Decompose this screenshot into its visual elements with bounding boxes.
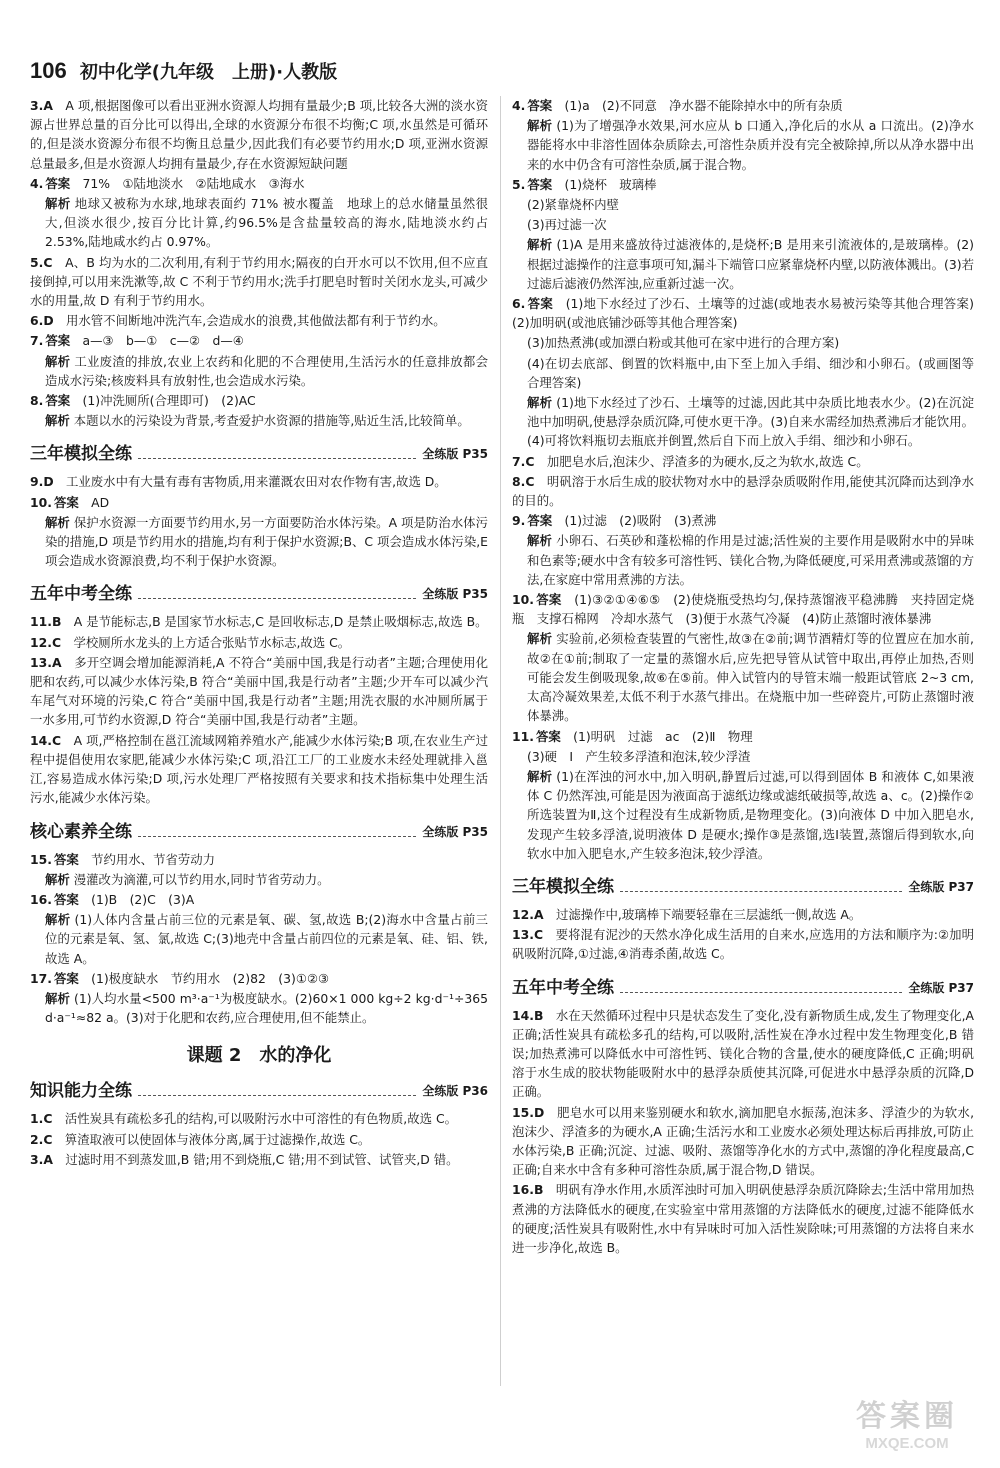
answer-item	[30, 331, 488, 350]
answer-item	[512, 590, 974, 628]
answer-item	[30, 253, 488, 311]
spacer	[61, 635, 73, 650]
spacer	[79, 852, 91, 867]
spacer	[552, 513, 564, 528]
answer-text: 水在天然循环过程中只是状态发生了变化,没有新物质生成,发生了物理变化,A 正确;活性炭具有疏松多孔的结构,可以吸附,活性炭在净水过程中发生物理变化,B 错误;加热煮沸可以降低水中可溶性钙、镁化合物的含量,使水的硬度降低,C 正确;明矾溶于水生成的胶状物能吸附水中的悬浮杂质使其沉降,可促进水中悬浮杂质的沉降,D 正确。	[512, 1007, 974, 1100]
question-number: 1.C	[30, 1111, 53, 1127]
answer-text: 加肥皂水后,泡沫少、浮渣多的为硬水,反之为软水,故选 C。	[546, 453, 869, 469]
answer-item	[30, 493, 488, 512]
analysis-text	[30, 352, 488, 390]
question-number: 4.	[30, 175, 44, 191]
spacer	[79, 971, 91, 986]
spacer	[53, 1152, 65, 1167]
question-number: 8.	[30, 393, 44, 409]
section-header-wunian	[30, 578, 488, 604]
answer-label: 答案	[53, 851, 79, 867]
answer-text: (1)明矾 过滤 ac (2)Ⅱ 物理	[573, 728, 753, 744]
answer-text: (1)过滤 (2)吸附 (3)煮沸	[564, 513, 717, 529]
answer-text: 节约用水、节省劳动力	[91, 851, 216, 867]
question-number: 11.	[512, 728, 534, 744]
answer-label: 答案	[53, 891, 79, 907]
spacer	[70, 176, 82, 191]
question-number: 12.C	[30, 634, 62, 650]
spacer	[52, 255, 65, 270]
analysis-text	[512, 767, 974, 863]
answer-item	[512, 727, 974, 746]
question-number: 7.C	[512, 453, 535, 469]
analysis-body: (1)地下水经过了沙石、土壤等的过滤,因此其中杂质比地表水少。(2)在沉淀池中加明矾,使悬浮杂质沉降,可使水更干净。(3)自来水需经加热煮沸后才能饮用。(4)可将饮料瓶切去瓶底并倒置,然后自下而上放入手绢、细沙和小卵石。	[527, 395, 975, 449]
analysis-text	[512, 393, 974, 451]
question-number: 10.	[512, 592, 534, 608]
analysis-label: 解析	[45, 871, 70, 887]
spacer	[79, 495, 91, 510]
spacer	[61, 614, 73, 629]
analysis-text	[512, 116, 974, 174]
answer-item	[30, 472, 488, 491]
question-number: 5.C	[30, 254, 53, 270]
analysis-body: 地球又被称为水球,地球表面约 71% 被水覆盖 地球上的总水储量虽然很大,但淡水很少,按百分比计算,约96.5%是含盐量较高的海水,陆地淡水约占 2.53%,陆地咸水约占 0.97%。	[45, 196, 489, 250]
answer-label: 答案	[527, 98, 553, 113]
spacer	[552, 98, 564, 113]
answer-item	[30, 969, 488, 988]
section-header-sannian	[30, 438, 488, 464]
answer-text: 箅渣取液可以使固体与液体分离,属于过滤操作,故选 C。	[64, 1131, 371, 1147]
left-column	[30, 96, 488, 1170]
analysis-body: 实验前,必须检查装置的气密性,故③在②前;调节酒精灯等的位置应在加水前,故②在①前;制取了一定量的蒸馏水后,应先把导管从试管中取出,再停止加热,否则可能会发生倒吸现象,故⑥在⑤前。伸入试管内的导管末端一般距试管底 2~3 cm,太高冷凝效果差,太低不利于水蒸气排出。在烧瓶中加一些碎瓷片,可防止蒸馏时液体暴沸。	[527, 631, 974, 724]
spacer	[561, 729, 573, 744]
section-rule	[138, 598, 416, 599]
page-number: 106	[30, 58, 67, 83]
analysis-label: 解析	[527, 395, 553, 411]
lesson-title: 课题 2 水的净化	[186, 1045, 332, 1067]
answer-subline: (4)在切去底部、倒置的饮料瓶中,由下至上加入手绢、细沙和小卵石。(或画图等合理答案)	[527, 355, 974, 390]
spacer	[543, 1182, 555, 1197]
question-number: 15.	[30, 851, 52, 867]
answer-text: (1)极度缺水 节约用水 (2)82 (3)①②③	[91, 970, 330, 986]
answer-text: a—③ b—① c—② d—④	[82, 333, 244, 349]
answer-item	[512, 96, 974, 115]
spacer	[61, 733, 74, 748]
analysis-label: 解析	[527, 768, 553, 784]
answer-label: 答案	[53, 970, 79, 986]
question-number: 15.D	[512, 1104, 545, 1120]
section-rule	[138, 1095, 416, 1096]
question-number: 11.B	[30, 614, 62, 630]
answer-label: 答案	[45, 393, 71, 409]
spacer	[534, 474, 547, 489]
analysis-body: (1)人体内含量占前三位的元素是氧、碳、氢,故选 B;(2)海水中含量占前三位的元素是氧、氢、氯,故选 C;(3)地壳中含量占前四位的元素是氧、硅、铝、铁,故选 A。	[45, 912, 489, 966]
question-number: 3.A	[30, 1151, 53, 1167]
section-header-wunian	[512, 972, 974, 998]
answer-block	[30, 1109, 488, 1169]
spacer	[543, 1008, 555, 1023]
answer-subline: (2)紧靠烧杯内壁	[527, 197, 619, 213]
answer-item	[30, 96, 488, 173]
analysis-body: 小卵石、石英砂和蓬松棉的作用是过滤;活性炭的主要作用是吸附水中的异味和色素等;硬水中含有较多可溶性钙、镁化合物,为降低硬度,可采用煮沸或蒸馏的方法,在家庭中常用煮沸的方法。	[527, 533, 974, 587]
answer-text: 71% ①陆地淡水 ②陆地咸水 ③海水	[82, 175, 305, 191]
analysis-body: (1)在浑浊的河水中,加入明矾,静置后过滤,可以得到固体 B 和液体 C,如果液体 C 仍然浑浊,可能是因为液面高于滤纸边缘或滤纸破损等,故选 a、c。(2)操作②所选装置为Ⅱ,这个过程没有生成新物质,是物理变化。(3)向液体 D 中加入肥皂水,发现产生较多浮渣,说明液体 D 是硬水;操作③是蒸馏,选Ⅰ装置,蒸馏后得到软水,向软水中加入肥皂水,产生较多泡沫,较少浮渣。	[527, 768, 975, 861]
answer-item	[30, 1109, 488, 1128]
answer-item	[512, 452, 974, 471]
analysis-label: 解析	[45, 413, 70, 429]
answer-item	[30, 311, 488, 330]
spacer	[62, 655, 75, 670]
answer-text: 活性炭具有疏松多孔的结构,可以吸附污水中可溶性的有色物质,故选 C。	[64, 1111, 457, 1127]
section-header-zhishi	[30, 1075, 488, 1101]
watermark-logo-text: 答案圈	[856, 1398, 958, 1434]
question-number: 16.B	[512, 1182, 544, 1198]
analysis-label: 解析	[45, 912, 71, 928]
column-divider	[500, 96, 501, 1386]
answer-item	[30, 850, 488, 869]
answer-text: A 是节能标志,B 是国家节水标志,C 是回收标志,D 是禁止吸烟标志,故选 B。	[73, 614, 488, 630]
section-title: 五年中考全练	[30, 584, 132, 605]
answer-text: AD	[91, 494, 110, 510]
spacer	[52, 1111, 64, 1126]
section-rule	[620, 891, 902, 892]
answer-item	[512, 294, 987, 332]
analysis-label: 解析	[45, 514, 70, 530]
answer-item	[30, 890, 488, 909]
analysis-body: 漫灌改为滴灌,可以节约用水,同时节省劳动力。	[73, 871, 330, 887]
section-rule	[620, 992, 902, 993]
analysis-text	[30, 989, 488, 1027]
question-number: 3.A	[30, 98, 53, 113]
answer-item	[512, 905, 974, 924]
analysis-body: 工业废渣的排放,农业上农药和化肥的不合理使用,生活污水的任意排放都会造成水污染;核废料具有放射性,也会造成水污染。	[45, 353, 488, 388]
answer-item	[30, 612, 488, 631]
section-rule	[138, 458, 416, 459]
answer-item	[512, 1006, 974, 1102]
question-number: 14.B	[512, 1007, 544, 1023]
question-number: 7.	[30, 333, 44, 349]
analysis-text	[30, 411, 488, 430]
answer-text: 要将混有泥沙的天然水净化成生活用的自来水,应选用的方法和顺序为:②加明矾吸附沉降,①过滤,④消毒杀菌,故选 C。	[512, 927, 975, 962]
answer-text: A、B 均为水的二次利用,有利于节约用水;隔夜的白开水可以不饮用,但不应直接倒掉,可以用来洗漱等,故 C 不利于节约用水;洗手打肥皂时暂时关闭水龙头,可减少水的用量,故 D 有利于节约用水。	[30, 254, 489, 309]
answer-text: (1)a (2)不同意 净水器不能除掉水中的所有杂质	[564, 98, 843, 113]
section-ref: 全练版 P35	[422, 824, 488, 839]
answer-text: 过滤时用不到蒸发皿,B 错;用不到烧瓶,C 错;用不到试管、试管夹,D 错。	[65, 1151, 459, 1167]
answer-text: A 项,严格控制在邕江流域网箱养殖水产,能减少水体污染;B 项,在农业生产过程中提倡使用农家肥,能减少水体污染;C 项,沿江工厂的工业废水未经处理就排入邕江,容易造成水体污染;D 项,污水处理厂严格按照有关要求和技术指标集中处理生活污水,能减少水体污染。	[30, 732, 488, 806]
analysis-body: (1)A 是用来盛放待过滤液体的,是烧杯;B 是用来引流液体的,是玻璃棒。(2)根据过滤操作的注意事项可知,漏斗下端管口应紧靠烧杯内壁,以防液体溅出。(3)若过滤后滤液仍然浑浊,应重新过滤一次。	[527, 237, 975, 291]
answer-text: 明矾溶于水后生成的胶状物对水中的悬浮杂质吸附作用,能使其沉降而达到净水的目的。	[512, 473, 974, 509]
answer-item	[512, 472, 974, 510]
question-number: 13.C	[512, 927, 544, 943]
answer-subline: (3)加热煮沸(或加漂白粉或其他可在家中进行的合理方案)	[527, 335, 840, 351]
analysis-body: (1)人均水量<500 m³·a⁻¹为极度缺水。(2)60×1 000 kg÷2 kg·d⁻¹÷365 d·a⁻¹≈82 a。(3)对于化肥和农药,应合理使用,但不能禁止。	[45, 990, 488, 1026]
spacer	[552, 177, 564, 192]
spacer	[54, 474, 66, 489]
analysis-label: 解析	[45, 353, 71, 369]
section-rule	[138, 836, 416, 837]
section-title: 三年模拟全练	[30, 444, 132, 465]
spacer	[79, 892, 91, 907]
question-number: 12.A	[512, 906, 544, 922]
answer-block	[30, 472, 488, 570]
answer-text: (1)B (2)C (3)A	[91, 891, 195, 907]
analysis-text	[512, 629, 974, 725]
analysis-body: (1)为了增强净水效果,河水应从 b 口通入,净化后的水从 a 口流出。(2)净水器能将水中非溶性固体杂质除去,可溶性杂质并没有完全被除掉,所以从净水器中出来的水中仍含有可溶性杂质,属于混合物。	[527, 118, 974, 172]
spacer	[70, 393, 82, 408]
analysis-text	[30, 910, 488, 968]
section-title: 知识能力全练	[30, 1081, 132, 1102]
answer-text: 明矾有净水作用,水质浑浊时可加入明矾使悬浮杂质沉降除去;生活中常用加热煮沸的方法降低水的硬度,在实验室中常用蒸馏的方法降低水的硬度,过滤不能降低水的硬度;活性炭具有吸附性,水中有异味时可加入活性炭除味;可用蒸馏的方法将自来水进一步净化,故选 B。	[512, 1182, 974, 1255]
analysis-label: 解析	[527, 237, 553, 253]
section-title: 五年中考全练	[512, 977, 614, 998]
analysis-text	[30, 513, 488, 571]
question-number: 14.C	[30, 732, 62, 748]
section-ref: 全练版 P35	[422, 587, 488, 602]
watermark-logo	[832, 1386, 982, 1456]
answer-block	[30, 96, 488, 430]
question-number: 5.	[512, 176, 526, 192]
answer-label: 答案	[527, 176, 553, 192]
spacer	[70, 333, 82, 348]
question-number: 10.	[30, 494, 52, 510]
analysis-text	[512, 235, 974, 293]
answer-label: 答案	[53, 494, 79, 510]
right-column	[512, 96, 987, 1258]
question-number: 17.	[30, 970, 52, 986]
answer-text: (1)地下水经过了沙石、土壤等的过滤(或地表水易被污染等其他合理答案) (2)加明矾(或池底铺沙砾等其他合理答案)	[512, 296, 987, 331]
analysis-label: 解析	[527, 533, 553, 549]
page-header	[30, 58, 337, 82]
analysis-label: 解析	[527, 631, 553, 647]
section-header-sannian	[512, 871, 974, 897]
answer-block	[512, 905, 974, 964]
answer-subline: (3)再过滤一次	[527, 217, 607, 233]
answer-item	[30, 1150, 488, 1169]
answer-item	[30, 391, 488, 410]
section-title: 核心素养全练	[30, 821, 132, 842]
answer-item	[30, 633, 488, 652]
analysis-label: 解析	[527, 118, 553, 134]
question-number: 9.	[512, 513, 526, 529]
answer-block	[30, 612, 488, 807]
answer-label: 答案	[45, 333, 71, 349]
section-ref: 全练版 P37	[908, 879, 974, 894]
answer-item	[30, 731, 488, 808]
spacer	[544, 1105, 557, 1120]
question-number: 8.C	[512, 473, 535, 489]
answer-block	[512, 96, 987, 863]
section-header-hexin	[30, 816, 488, 842]
answer-item	[512, 511, 974, 530]
answer-text: 肥皂水可以用来鉴别硬水和软水,滴加肥皂水振荡,泡沫多、浮渣少的为软水,泡沫少、浮渣多的为硬水,A 正确;生活污水和工业废水必须处理达标后再排放,可防止水体污染,B 正确;沉淀、过滤、吸附、蒸馏等净化水的方式中,蒸馏的净化程度最高,C 正确;自来水中含有多种可溶性杂质,属于混合物,D 错误。	[512, 1104, 975, 1178]
question-number: 4.	[512, 98, 526, 113]
analysis-text	[30, 194, 488, 252]
answer-label: 答案	[527, 513, 553, 529]
watermark-url: MXQE.COM	[865, 1434, 949, 1452]
answer-item	[512, 1103, 974, 1180]
answer-label: 答案	[535, 592, 562, 608]
answer-item	[512, 925, 974, 963]
spacer	[562, 592, 575, 607]
spacer	[52, 1132, 64, 1147]
page-title: 初中化学(九年级 上册)·人教版	[79, 62, 338, 83]
answer-text: 多开空调会增加能源消耗,A 不符合“美丽中国,我是行动者”主题;合理使用化肥和农药,可以减少水体污染,B 符合“美丽中国,我是行动者”主题;少开车可以减少汽车尾气对环境的污染,C 符合“美丽中国,我是行动者”主题;用洗衣服的水冲厕所属于一水多用,可节约水资源,D 符合“美丽中国,我是行动者”主题。	[30, 654, 488, 728]
answer-text: 用水管不间断地冲洗汽车,会造成水的浪费,其他做法都有利于节约水。	[66, 313, 446, 329]
answer-item	[30, 174, 488, 193]
analysis-body: 保护水资源一方面要节约用水,另一方面要防治水体污染。A 项是防治水体污染的措施,D 项是节约用水的措施,均有利于保护水资源;B、C 项会造成水体污染,E 项会造成水资源浪费,均不利于保护水资源。	[45, 514, 488, 569]
answer-label: 答案	[535, 728, 561, 744]
answer-label: 答案	[45, 175, 71, 191]
analysis-label: 解析	[45, 990, 70, 1006]
section-ref: 全练版 P36	[422, 1084, 488, 1099]
answer-item	[30, 653, 488, 730]
question-number: 16.	[30, 891, 52, 907]
spacer	[543, 927, 556, 942]
section-ref: 全练版 P37	[908, 980, 974, 995]
answer-text: (1)冲洗厕所(合理即可) (2)AC	[82, 393, 256, 409]
spacer	[54, 313, 66, 328]
answer-text: A 项,根据图像可以看出亚洲水资源人均拥有量最少;B 项,比较各大洲的淡水资源占世界总量的百分比可以得出,全球的水资源分布很不均衡;C 项,水虽然是可循环的,但是淡水资源分布很不均衡且总量少,因此我们有必要节约用水;D 项,亚洲水资源总量最多,但是水资源人均拥有量最少,存在水资源短缺问题	[30, 98, 488, 171]
answer-text: (1)③②①④⑥⑤ (2)使烧瓶受热均匀,保持蒸馏液平稳沸腾 夹持固定烧瓶 支撑石棉网 冷却水蒸气 (3)便于水蒸气冷凝 (4)防止蒸馏时液体暴沸	[512, 592, 974, 627]
answer-label: 答案	[527, 296, 554, 312]
analysis-body: 本题以水的污染设为背景,考查爱护水资源的措施等,贴近生活,比较简单。	[73, 413, 470, 429]
answer-text: 过滤操作中,玻璃棒下端要轻靠在三层滤纸一侧,故选 A。	[555, 906, 862, 922]
question-number: 13.A	[30, 654, 62, 670]
section-ref: 全练版 P35	[422, 447, 488, 462]
section-title: 三年模拟全练	[512, 876, 614, 897]
answer-block	[512, 1006, 974, 1258]
answer-item	[512, 1180, 974, 1257]
answer-item	[512, 175, 974, 194]
spacer	[53, 98, 65, 113]
answer-text: 工业废水中有大量有毒有害物质,用来灌溉农田对农作物有害,故选 D。	[66, 474, 447, 490]
question-number: 6.D	[30, 313, 54, 329]
answer-subline: (3)硬 Ⅰ 产生较多浮渣和泡沫,较少浮渣	[527, 748, 751, 764]
analysis-text	[30, 870, 488, 889]
spacer	[534, 454, 546, 469]
answer-item	[30, 1130, 488, 1149]
question-number: 6.	[512, 296, 526, 312]
spacer	[544, 907, 556, 922]
question-number: 9.D	[30, 474, 54, 490]
answer-block	[30, 850, 488, 1028]
spacer	[553, 296, 566, 311]
answer-text: (1)烧杯 玻璃棒	[564, 176, 657, 192]
analysis-label: 解析	[45, 196, 71, 212]
question-number: 2.C	[30, 1131, 53, 1147]
analysis-text	[512, 531, 974, 589]
answer-text: 学校厕所水龙头的上方适合张贴节水标志,故选 C。	[73, 634, 351, 650]
